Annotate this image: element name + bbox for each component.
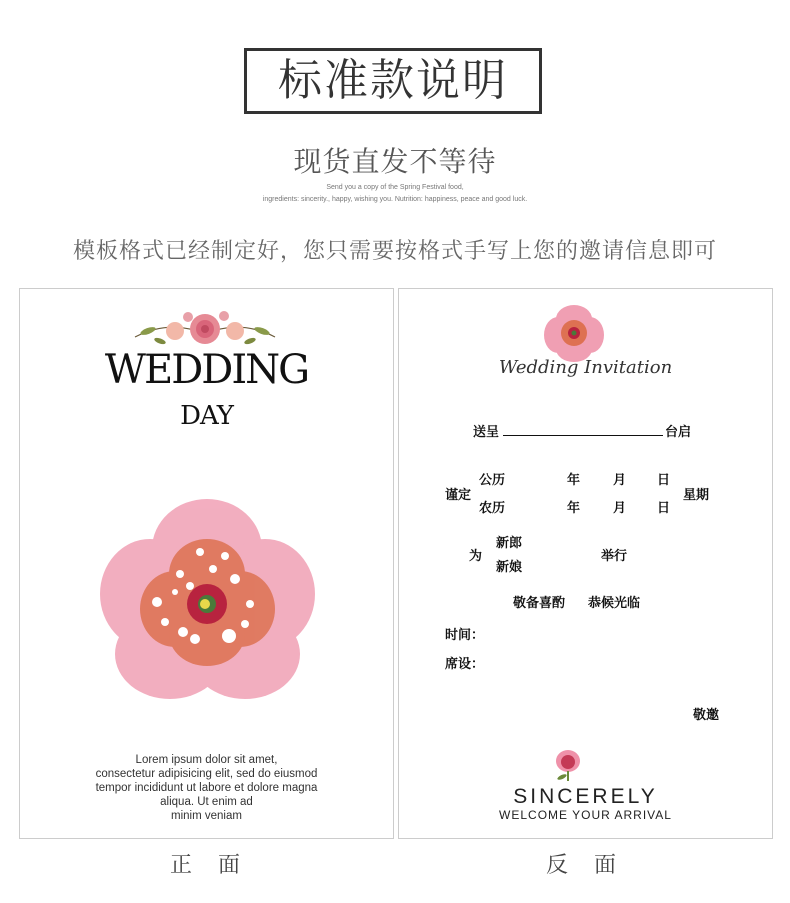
year-label-lunar: 年 — [567, 501, 581, 516]
date-prefix: 谨定 — [445, 488, 472, 503]
respect-text: 敬备喜酌 — [513, 596, 566, 611]
page-title: 标准款说明 — [244, 48, 542, 114]
sincerely-text: SINCERELY — [513, 785, 658, 808]
welcome-cn-text: 恭候光临 — [588, 596, 641, 611]
weekday-label: 星期 — [683, 488, 710, 503]
small-text-2: ingredients: sincerity., happy, wishing you. Nutrition: happiness, peace and good luck. — [262, 196, 528, 203]
month-label-lunar: 月 — [613, 501, 627, 516]
wei-label: 为 — [469, 549, 483, 564]
solar-label: 公历 — [479, 473, 506, 488]
to-label: 送呈 — [473, 425, 500, 440]
back-label: 反面 — [546, 853, 643, 878]
front-card — [19, 288, 394, 839]
welcome-text: WELCOME YOUR ARRIVAL — [499, 808, 672, 822]
open-label: 台启 — [665, 425, 692, 440]
year-label: 年 — [567, 473, 581, 488]
invitation-title: Wedding Invitation — [498, 357, 673, 378]
invite-label: 敬邀 — [693, 708, 720, 723]
month-label: 月 — [613, 473, 627, 488]
day-heading: DAY — [180, 401, 233, 431]
lunar-label: 农历 — [479, 501, 506, 516]
flower-icon — [542, 303, 606, 363]
subtitle: 现货直发不等待 — [293, 145, 497, 178]
back-card — [398, 288, 773, 839]
rose-icon — [552, 747, 584, 783]
held-label: 举行 — [601, 549, 628, 564]
flower-illustration-icon — [95, 494, 320, 709]
venue-label: 席设： — [445, 657, 485, 672]
small-text-1: Send you a copy of the Spring Festival food, — [326, 184, 464, 191]
groom-label: 新郎 — [496, 536, 523, 551]
day-label: 日 — [657, 473, 671, 488]
bride-label: 新娘 — [496, 560, 523, 575]
front-label: 正面 — [170, 853, 267, 878]
recipient-line — [503, 435, 663, 436]
wedding-heading: WEDDING — [104, 347, 309, 393]
lorem-text: Lorem ipsum dolor sit amet, consectetur adipisicing elit, sed do eiusmod tempor incididunt ut labore et dolore magna aliqua. Ut enim ad minim veniam — [95, 754, 318, 822]
description: 模板格式已经制定好，您只需要按格式手写上您的邀请信息即可 — [72, 239, 717, 264]
time-label: 时间： — [445, 628, 485, 643]
day-label-lunar: 日 — [657, 501, 671, 516]
